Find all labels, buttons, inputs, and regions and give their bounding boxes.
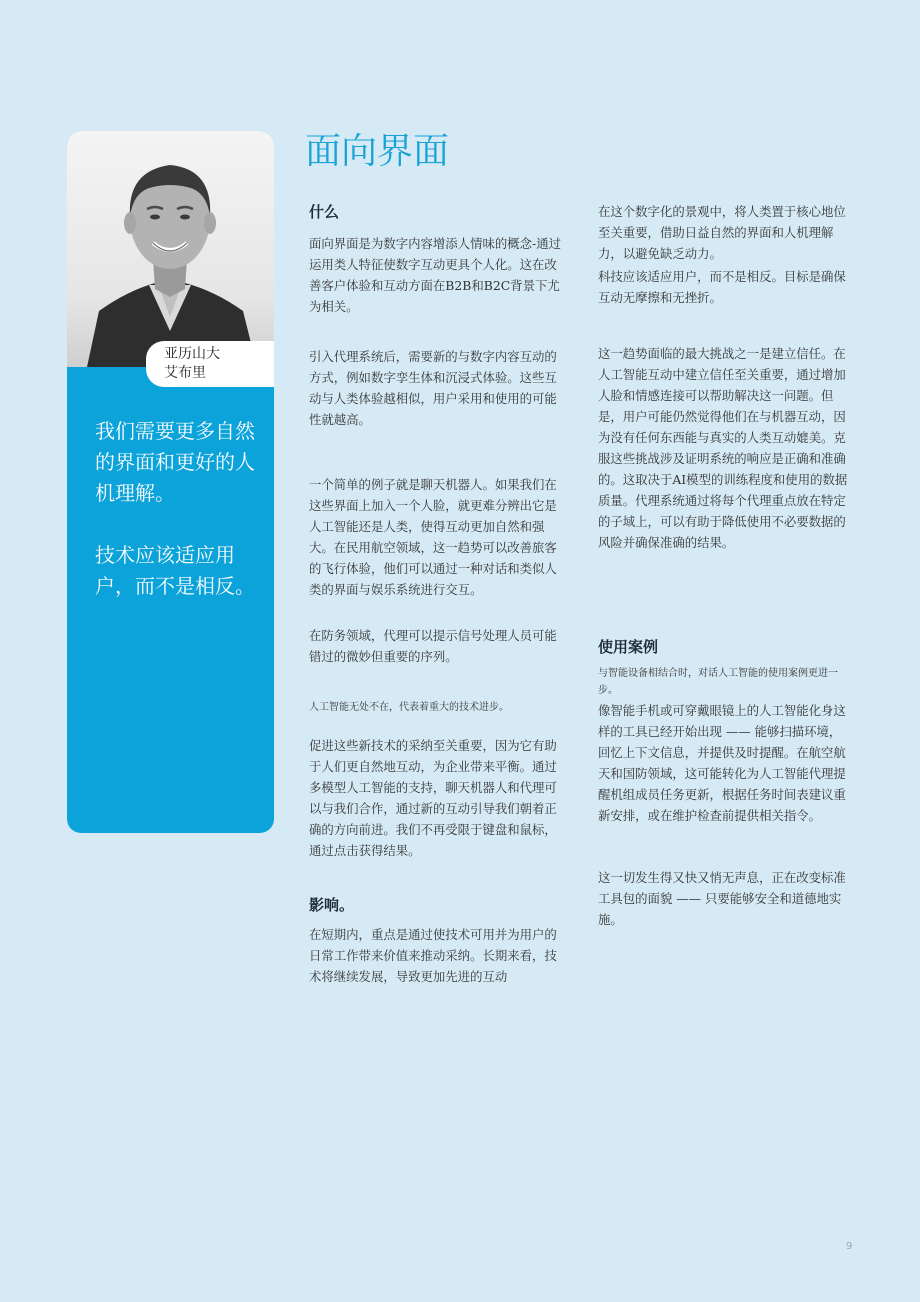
use-case-note: 与智能设备相结合时，对话人工智能的使用案例更进一步。 bbox=[598, 668, 838, 696]
page-title: 面向界面 bbox=[305, 131, 450, 172]
what-paragraph-1: 面向界面是为数字内容增添人情味的概念-通过运用类人特征使数字互动更具个人化。这在改善客户体验和互动方面在B2B和B2C背景下尤为相关。 bbox=[309, 236, 561, 314]
impact-paragraph-1: 在短期内，重点是通过使技术可用并为用户的日常工作带来价值来推动采纳。长期来看，技术将继续发展，导致更加先进的互动 bbox=[309, 927, 557, 984]
quote-paragraph-1: 我们需要更多自然的界面和更好的人机理解。 bbox=[95, 419, 255, 505]
column2-paragraph-4: 像智能手机或可穿戴眼镜上的人工智能化身这样的工具已经开始出现 —— 能够扫描环境，回忆上下文信息，并提供及时提醒。在航空航天和国防领域，这可能转化为人工智能代理提醒机组成员任务更新，根据任务时间表建议重新安排，或在维护检查前提供相关指令。 bbox=[598, 703, 846, 823]
section-heading-what: 什么 bbox=[309, 203, 340, 221]
profile-card bbox=[67, 131, 274, 833]
what-paragraph-3: 一个简单的例子就是聊天机器人。如果我们在这些界面上加入一个人脸，就更难分辨出它是人工智能还是人类，使得互动更加自然和强大。在民用航空领域，这一趋势可以改善旅客的飞行体验，他们可以通过一种对话和类似人类的界面与娱乐系统进行交互。 bbox=[309, 477, 557, 597]
what-paragraph-4: 在防务领域，代理可以提示信号处理人员可能错过的微妙但重要的序列。 bbox=[309, 628, 557, 664]
name-line-1: 亚历山大 bbox=[164, 346, 220, 362]
name-tag bbox=[146, 341, 274, 387]
name-line-2: 艾布里 bbox=[164, 365, 206, 381]
page-number: 9 bbox=[846, 1241, 853, 1252]
section-heading-use-cases: 使用案例 bbox=[598, 638, 659, 656]
what-paragraph-5: 促进这些新技术的采纳至关重要，因为它有助于人们更自然地互动，为企业带来平衡。通过多模型人工智能的支持，聊天机器人和代理可以与我们合作，通过新的互动引导我们朝着正确的方向前进。我们不再受限于键盘和鼠标，通过点击获得结果。 bbox=[309, 738, 557, 858]
column2-paragraph-2: 科技应该适应用户，而不是相反。目标是确保互动无摩擦和无挫折。 bbox=[598, 269, 846, 305]
column2-paragraph-1: 在这个数字化的景观中，将人类置于核心地位至关重要，借助日益自然的界面和人机理解力，以避免缺乏动力。 bbox=[598, 204, 846, 261]
small-note: 人工智能无处不在，代表着重大的技术进步。 bbox=[309, 702, 509, 713]
profile-photo bbox=[67, 131, 274, 367]
person-portrait-image bbox=[67, 131, 274, 367]
column2-paragraph-5: 这一切发生得又快又悄无声息，正在改变标准工具包的面貌 —— 只要能够安全和道德地实施。 bbox=[598, 870, 846, 927]
pull-quote bbox=[95, 416, 260, 633]
section-heading-impact: 影响。 bbox=[309, 896, 355, 914]
quote-paragraph-2: 技术应该适应用户，而不是相反。 bbox=[95, 543, 255, 598]
what-paragraph-2: 引入代理系统后，需要新的与数字内容互动的方式，例如数字孪生体和沉浸式体验。这些互动与人类体验越相似，用户采用和使用的可能性就越高。 bbox=[309, 349, 557, 427]
column2-paragraph-3: 这一趋势面临的最大挑战之一是建立信任。在人工智能互动中建立信任至关重要，通过增加人脸和情感连接可以帮助解决这一问题。但是，用户可能仍然觉得他们在与机器互动，因为没有任何东西能与真实的人类互动媲美。克服这些挑战涉及证明系统的响应是正确和准确的。这取决于AI模型的训练程度和使用的数据质量。代理系统通过将每个代理重点放在特定的子域上，可以有助于降低使用不必要数据的风险并确保准确的结果。 bbox=[598, 346, 848, 550]
